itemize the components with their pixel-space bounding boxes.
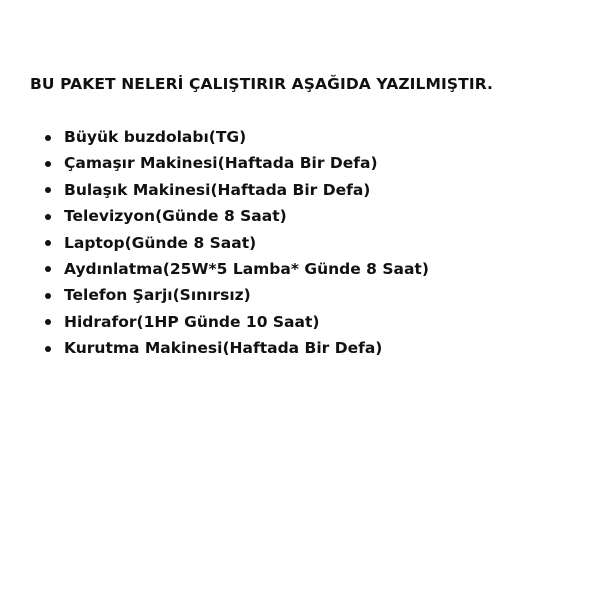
list-item-label: Hidrafor(1HP Günde 10 Saat) (64, 312, 320, 331)
list-item-label: Aydınlatma(25W*5 Lamba* Günde 8 Saat) (64, 259, 429, 278)
heading: BU PAKET NELERİ ÇALIŞTIRIR AŞAĞIDA YAZILMIŞTIR. (30, 75, 494, 93)
bullet-icon (45, 293, 51, 299)
list-item-label: Çamaşır Makinesi(Haftada Bir Defa) (64, 154, 378, 173)
list-item-label: Büyük buzdolabı(TG) (64, 128, 247, 146)
list-item-label: Televizyon(Günde 8 Saat) (64, 207, 287, 226)
appliance-list (45, 124, 429, 362)
list-item (45, 177, 429, 203)
list-item-label: Kurutma Makinesi(Haftada Bir Defa) (64, 339, 383, 358)
bullet-icon (45, 240, 51, 246)
bullet-icon (45, 135, 51, 141)
bullet-icon (45, 319, 51, 325)
bullet-icon (45, 187, 51, 193)
bullet-icon (45, 346, 51, 352)
list-item (45, 335, 429, 361)
list-item (45, 309, 429, 335)
list-item (45, 282, 429, 308)
list-item (45, 230, 429, 256)
list-item-label: Telefon Şarjı(Sınırsız) (64, 286, 251, 305)
bullet-icon (45, 266, 51, 272)
list-item (45, 150, 429, 176)
list-item (45, 203, 429, 229)
list-item (45, 256, 429, 282)
bullet-icon (45, 161, 51, 167)
list-item-label: Laptop(Günde 8 Saat) (64, 233, 257, 252)
list-item (45, 124, 429, 150)
bullet-icon (45, 214, 51, 220)
list-item-label: Bulaşık Makinesi(Haftada Bir Defa) (64, 180, 371, 199)
